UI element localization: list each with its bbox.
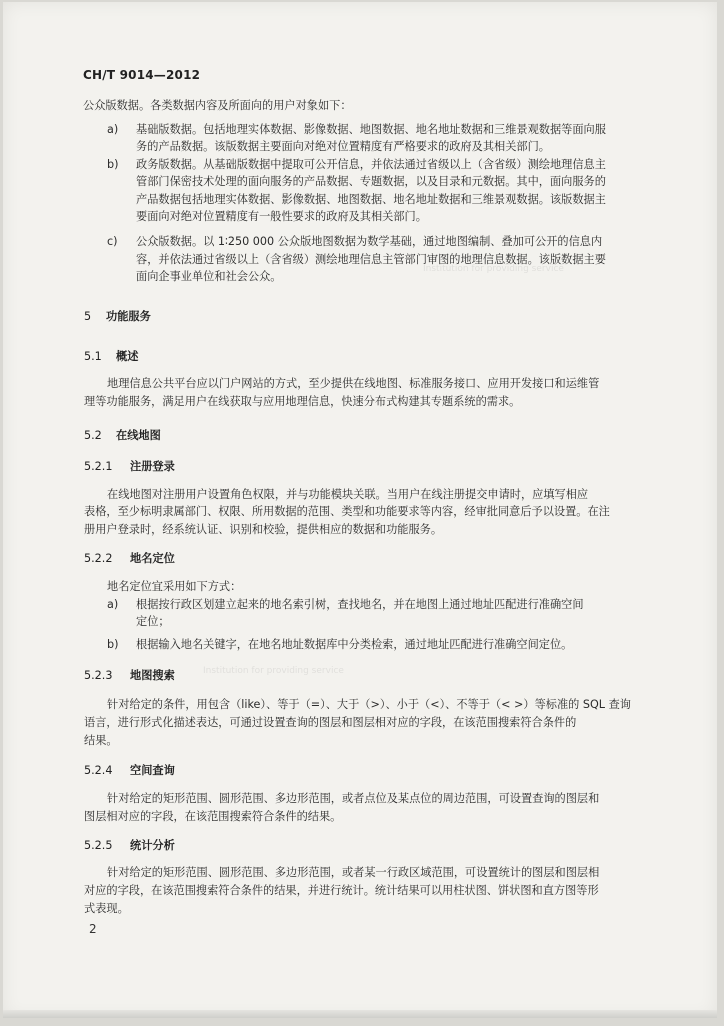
section-title: 注册登录 — [130, 460, 175, 473]
section-number: 5.2.1 — [84, 460, 113, 473]
section-title: 地图搜索 — [130, 669, 175, 682]
section-title: 地名定位 — [130, 552, 175, 565]
paragraph-line: 针对给定的矩形范围、圆形范围、多边形范围，或者点位及某点位的周边范围，可设置查询的图层和 — [107, 792, 600, 805]
section-heading-5-1 — [84, 350, 138, 364]
list-item-line: 政务版数据。从基础版数据中提取可公开信息，并依法通过省级以上（含省级）测绘地理信息主 — [136, 158, 606, 171]
list-item-line: 容，并依法通过省级以上（含省级）测绘地理信息主管部门审图的地理信息数据。该版数据主要 — [136, 253, 606, 266]
list-marker: b) — [107, 158, 119, 171]
paragraph-line: 表格，至少标明隶属部门、权限、所用数据的范围、类型和功能要求等内容，经审批同意后予以设置。在注 — [84, 505, 610, 518]
list-item-line: 面向企事业单位和社会公众。 — [136, 270, 282, 283]
list-marker: b) — [107, 638, 119, 651]
paragraph-line: 地理信息公共平台应以门户网站的方式，至少提供在线地图、标准服务接口、应用开发接口和运维管 — [107, 377, 600, 390]
list-marker: c) — [107, 235, 118, 248]
section-title: 概述 — [116, 350, 139, 363]
document-code: CH/T 9014—2012 — [83, 68, 201, 82]
paragraph-line: 针对给定的条件，用包含（like）、等于（=）、大于（>）、小于（<）、不等于（< >）等标准的 SQL 查询 — [107, 698, 631, 711]
section-number: 5.2 — [84, 429, 102, 442]
paragraph-line: 结果。 — [84, 734, 118, 747]
list-item-line: 根据输入地名关键字，在地名地址数据库中分类检索，通过地址匹配进行准确空间定位。 — [136, 638, 573, 651]
section-heading-5-2-3 — [84, 669, 175, 683]
paragraph-line: 针对给定的矩形范围、圆形范围、多边形范围，或者某一行政区域范围，可设置统计的图层和图层相 — [107, 866, 600, 879]
section-heading-5-2-1 — [84, 460, 175, 474]
paragraph-line: 在线地图对注册用户设置角色权限，并与功能模块关联。当用户在线注册提交申请时，应填写相应 — [107, 488, 589, 501]
list-marker: a) — [107, 598, 119, 611]
list-item-line: 定位； — [136, 615, 170, 628]
list-item-line: 管部门保密技术处理的面向服务的产品数据、专题数据，以及目录和元数据。其中，面向服务的 — [136, 175, 606, 188]
section-title: 在线地图 — [116, 429, 161, 442]
section-number: 5.2.5 — [84, 839, 113, 852]
list-item-line: 公众版数据。以 1∶250 000 公众版地图数据为数学基础，通过地图编制、叠加可公开的信息内 — [136, 235, 603, 248]
paragraph-line: 图层相对应的字段，在该范围搜索符合条件的结果。 — [84, 810, 342, 823]
show-through-text: Institution for providing service — [203, 666, 344, 676]
section-number: 5.2.4 — [84, 764, 113, 777]
paragraph-line: 册用户登录时，经系统认证、识别和校验，提供相应的数据和功能服务。 — [84, 523, 443, 536]
scan-edge — [3, 1010, 717, 1018]
paragraph-line: 地名定位宜采用如下方式： — [107, 580, 242, 593]
section-heading-5-2-2 — [84, 552, 175, 566]
show-through-text: Institution for providing service — [423, 264, 564, 274]
list-item-line: 务的产品数据。该版数据主要面向对绝对位置精度有严格要求的政府及其相关部门。 — [136, 140, 550, 153]
paragraph-line: 语言，进行形式化描述表达，可通过设置查询的图层和图层相对应的字段，在该范围搜索符合条件的 — [84, 716, 577, 729]
section-number: 5.2.2 — [84, 552, 113, 565]
list-item-line: 根据按行政区划建立起来的地名索引树，查找地名，并在地图上通过地址匹配进行准确空间 — [136, 598, 584, 611]
paragraph-line: 对应的字段，在该范围搜索符合条件的结果，并进行统计。统计结果可以用柱状图、饼状图和直方图等形 — [84, 884, 599, 897]
list-marker: a) — [107, 123, 119, 136]
paragraph-line: 理等功能服务，满足用户在线获取与应用地理信息，快速分布式构建其专题系统的需求。 — [84, 395, 521, 408]
section-number: 5.1 — [84, 350, 102, 363]
section-heading-5-2 — [84, 429, 161, 443]
intro-line: 公众版数据。各类数据内容及所面向的用户对象如下： — [83, 99, 352, 112]
section-heading-5 — [84, 310, 151, 324]
section-number: 5.2.3 — [84, 669, 113, 682]
section-title: 空间查询 — [130, 764, 175, 777]
section-title: 功能服务 — [106, 310, 151, 323]
list-item-line: 要面向对绝对位置精度有一般性要求的政府及其相关部门。 — [136, 210, 427, 223]
page-number: 2 — [89, 922, 97, 936]
section-heading-5-2-4 — [84, 764, 175, 778]
document-page — [3, 2, 717, 1018]
list-item-line: 产品数据包括地理实体数据、影像数据、地图数据、地名地址数据和三维景观数据。该版数据主 — [136, 193, 606, 206]
section-title: 统计分析 — [130, 839, 175, 852]
section-number: 5 — [84, 310, 92, 323]
paragraph-line: 式表现。 — [84, 902, 129, 915]
section-heading-5-2-5 — [84, 839, 175, 853]
list-item-line: 基础版数据。包括地理实体数据、影像数据、地图数据、地名地址数据和三维景观数据等面向服 — [136, 123, 606, 136]
